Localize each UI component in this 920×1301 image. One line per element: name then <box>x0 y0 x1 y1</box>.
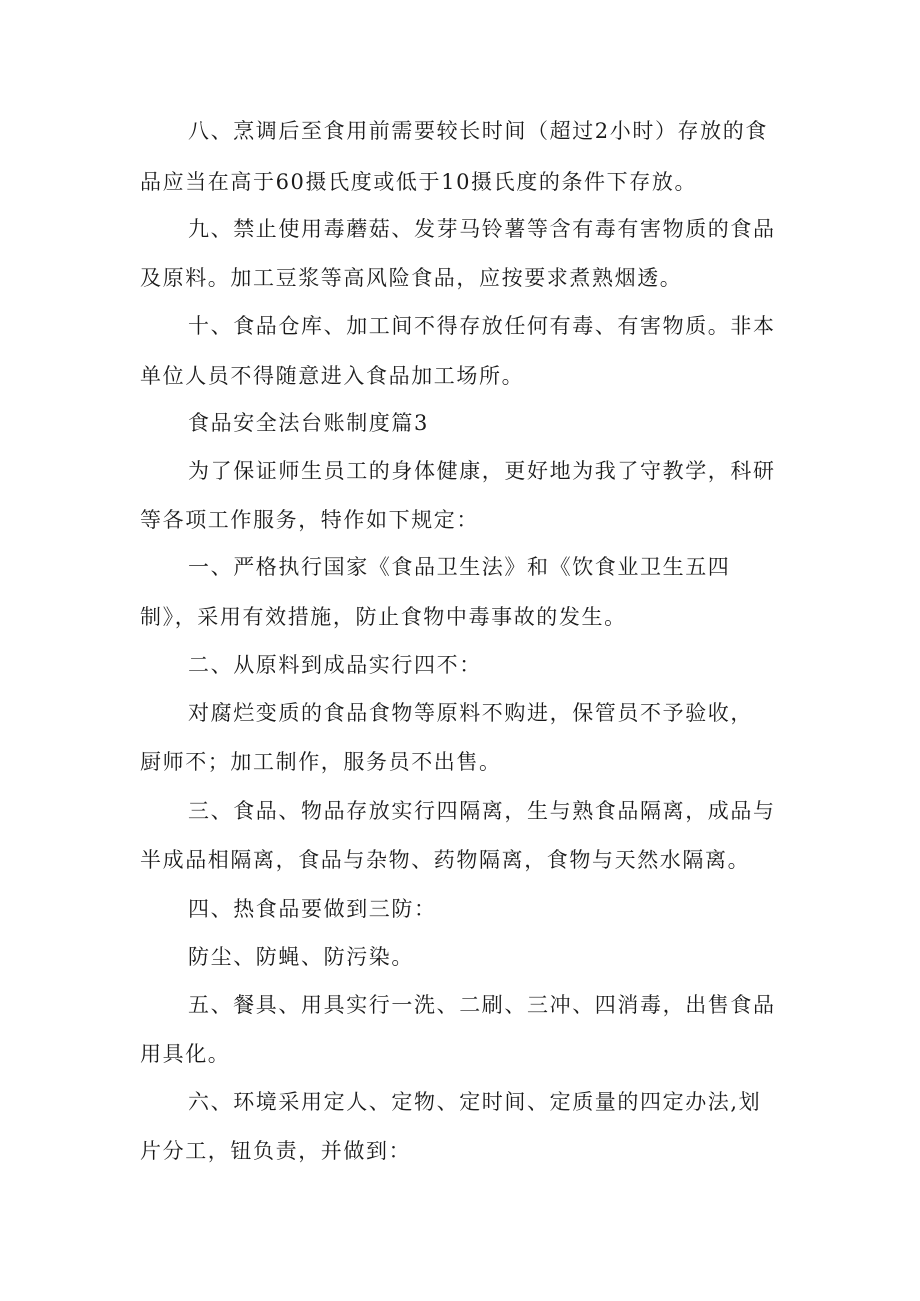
text-line: 及原料。加工豆浆等高风险食品，应按要求煮熟烟透。 <box>140 266 683 290</box>
section-heading: 食品安全法台账制度篇3 <box>188 411 429 435</box>
text-line: 等各项工作服务，特作如下规定： <box>140 508 479 532</box>
text-line: 二、从原料到成品实行四不： <box>188 653 482 677</box>
text-line: 四、热食品要做到三防： <box>188 897 437 921</box>
text-line: 厨师不；加工制作，服务员不出售。 <box>140 750 502 774</box>
text-line: 用具化。 <box>140 1042 231 1066</box>
text-line: 对腐烂变质的食品食物等原料不购进，保管员不予验收， <box>188 701 753 725</box>
text-line: 片分工，钮负责，并做到： <box>140 1139 412 1163</box>
text-line: 防尘、防蝇、防污染。 <box>188 945 414 969</box>
text-line: 六、环境采用定人、定物、定时间、定质量的四定办法,划 <box>188 1090 762 1114</box>
text-line: 五、餐具、用具实行一洗、二刷、三冲、四消毒，出售食品 <box>188 993 776 1017</box>
text-line: 九、禁止使用毒蘑菇、发芽马铃薯等含有毒有害物质的食品 <box>188 217 776 241</box>
text-line: 三、食品、物品存放实行四隔离，生与熟食品隔离，成品与 <box>188 799 776 823</box>
text-line: 为了保证师生员工的身体健康，更好地为我了守教学，科研 <box>188 459 776 483</box>
text-line: 一、严格执行国家《食品卫生法》和《饮食业卫生五四 <box>188 555 731 579</box>
text-line: 单位人员不得随意进入食品加工场所。 <box>140 364 525 388</box>
text-line: 八、烹调后至食用前需要较长时间（超过2小时）存放的食 <box>188 119 768 143</box>
text-line: 品应当在高于60摄氏度或低于10摄氏度的条件下存放。 <box>140 170 698 194</box>
text-line: 十、食品仓库、加工间不得存放任何有毒、有害物质。非本 <box>188 314 776 338</box>
text-line: 制》，采用有效措施，防止食物中毒事故的发生。 <box>140 605 627 629</box>
text-line: 半成品相隔离，食品与杂物、药物隔离，食物与天然水隔离。 <box>140 848 751 872</box>
